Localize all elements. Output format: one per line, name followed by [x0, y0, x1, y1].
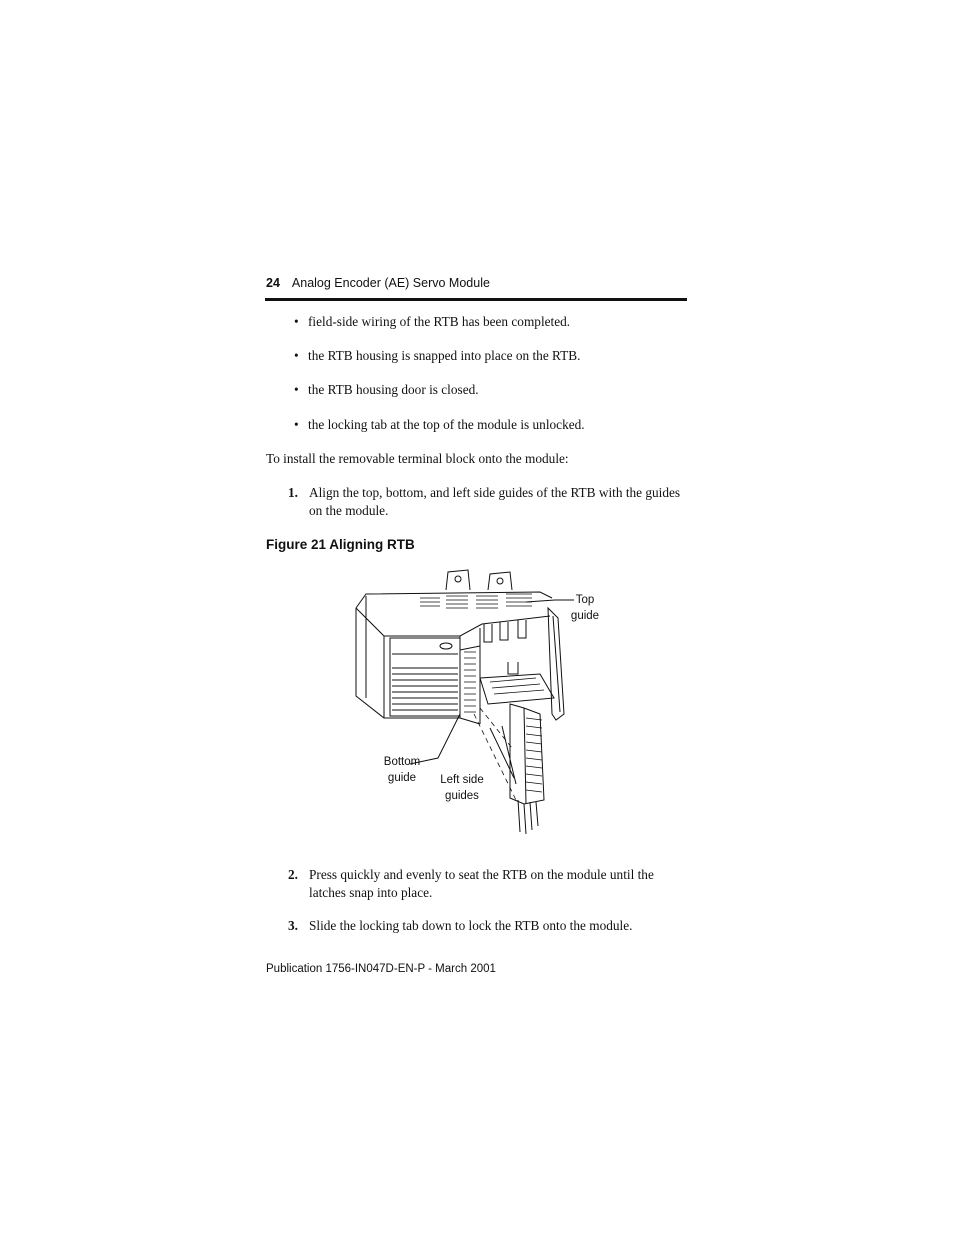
label-top-guide: Top guide [570, 594, 600, 622]
label-left-side-guides: Left side guides [440, 774, 484, 802]
step-text: Align the top, bottom, and left side guides of the RTB with the guides on the module. [309, 485, 681, 518]
header-title: Analog Encoder (AE) Servo Module [291, 276, 490, 290]
bullet-dot-icon: • [294, 417, 299, 432]
step-text: Press quickly and evenly to seat the RTB on the module until the latches snap into place. [309, 867, 654, 900]
figure-caption: Figure 21 Aligning RTB [266, 537, 415, 552]
intro-paragraph: To install the removable terminal block onto the module: [266, 451, 569, 466]
step-number: 1. [288, 485, 298, 500]
bullet-item: • the RTB housing is snapped into place on the RTB. [294, 348, 581, 363]
bullet-item: • the locking tab at the top of the module is unlocked. [294, 417, 585, 432]
step-number: 2. [288, 867, 298, 882]
step-item [288, 484, 688, 520]
bullet-dot-icon: • [294, 314, 299, 329]
bullet-item: • field-side wiring of the RTB has been completed. [294, 314, 571, 329]
bullet-dot-icon: • [294, 348, 299, 363]
step-number: 3. [288, 918, 298, 933]
step-text: Slide the locking tab down to lock the RTB onto the module. [309, 918, 633, 933]
running-header [266, 276, 490, 290]
publication-footer: Publication 1756-IN047D-EN-P - March 2001 [266, 963, 496, 975]
label-bottom-guide: Bottom guide [383, 756, 421, 784]
bullet-item: • the RTB housing door is closed. [294, 382, 479, 397]
header-rule [265, 298, 687, 301]
step-item [288, 866, 688, 902]
bullet-dot-icon: • [294, 382, 299, 397]
figure-aligning-rtb [350, 568, 610, 836]
page-number: 24 [266, 276, 280, 290]
step-item [288, 917, 688, 935]
